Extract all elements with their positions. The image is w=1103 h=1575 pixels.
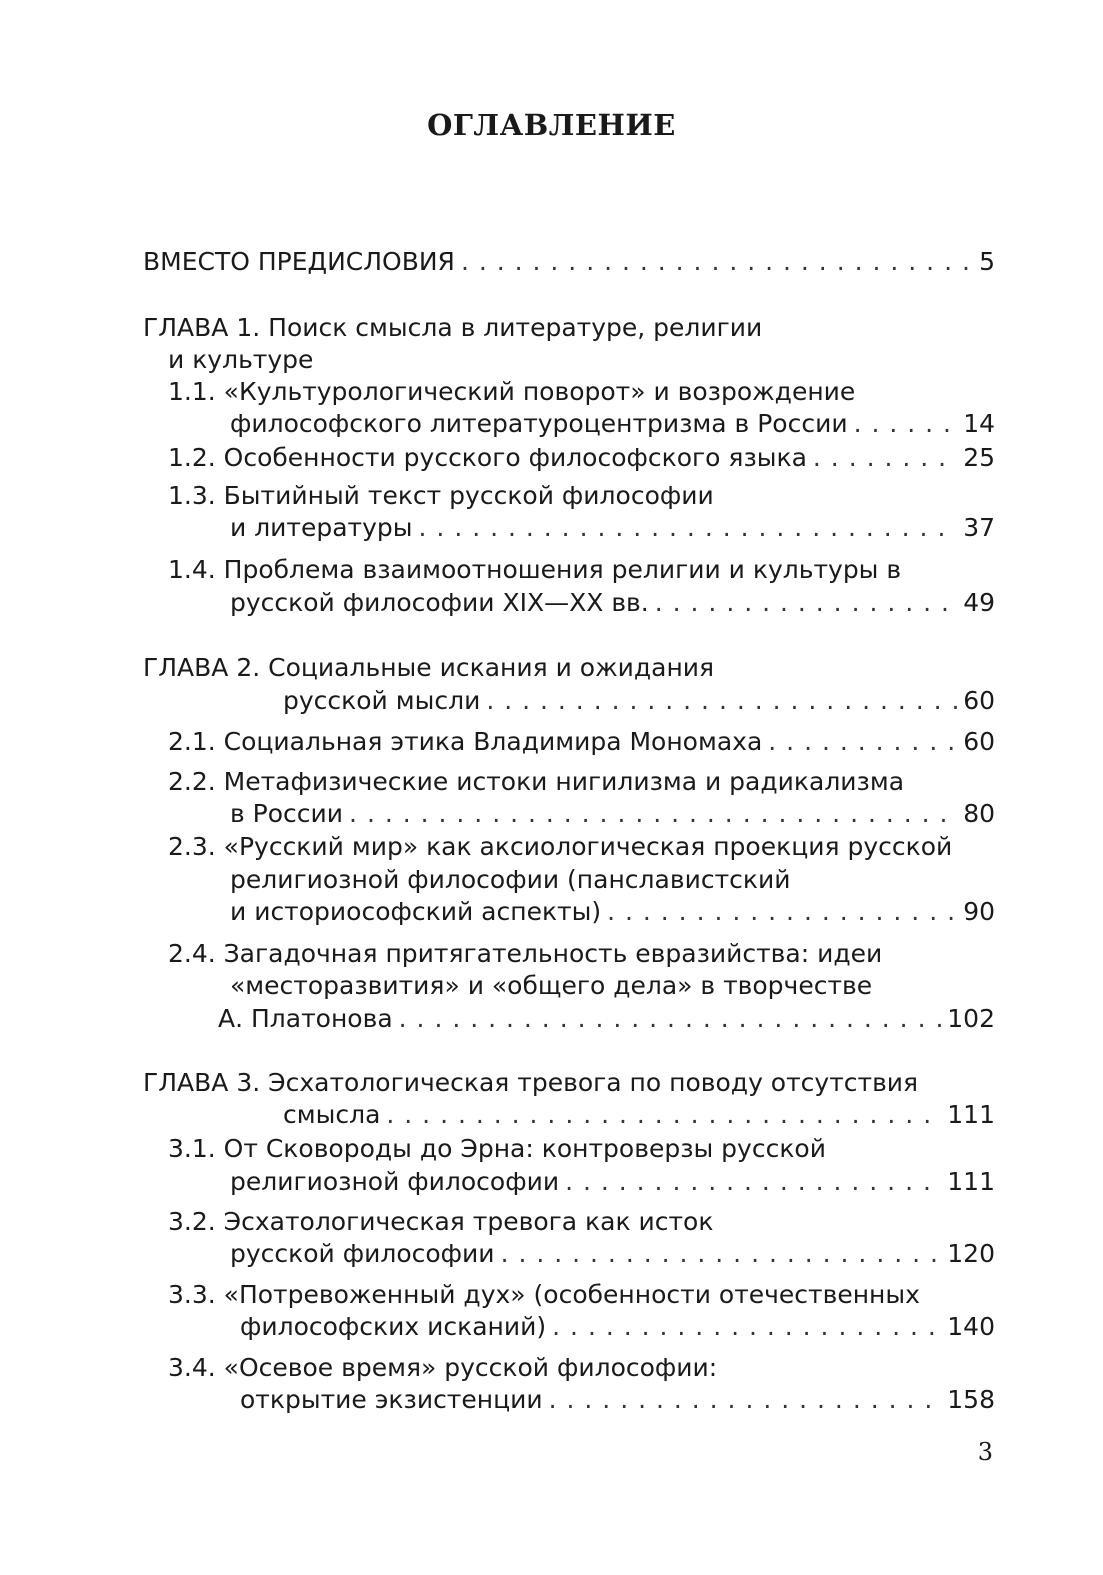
leader-dots (386, 1098, 941, 1132)
toc-entry-label: и литературы (230, 513, 413, 542)
leader-dots (565, 1165, 941, 1199)
toc-page-number: 5 (979, 247, 995, 276)
toc-entry-label: философского литературоцентризма в России (230, 409, 848, 438)
toc-entry-1-3[interactable]: 1.3. Бытийный текст русской философии (168, 481, 714, 510)
toc-page-number: 158 (947, 1385, 995, 1414)
leader-dots (349, 797, 957, 831)
page-title: ОГЛАВЛЕНИЕ (427, 108, 676, 142)
toc-entry-3-4-cont (240, 1383, 995, 1417)
leader-dots (607, 895, 957, 929)
toc-page-number: 140 (947, 1312, 995, 1341)
toc-page-number: 49 (963, 588, 995, 617)
chapter-3-heading-cont (283, 1098, 995, 1132)
toc-entry-label: и историософский аспекты) (230, 897, 602, 926)
chapter-3-heading[interactable]: ГЛАВА 3. Эсхатологическая тревога по поводу отсутствия (143, 1068, 919, 1097)
toc-entry-3-2[interactable]: 3.2. Эсхатологическая тревога как исток (168, 1207, 714, 1236)
page-folio-number: 3 (977, 1438, 993, 1466)
chapter-2-heading-cont (283, 684, 995, 718)
toc-entry-1-2[interactable] (168, 441, 995, 475)
leader-dots (461, 245, 973, 279)
leader-dots (552, 1310, 941, 1344)
leader-dots (655, 586, 957, 620)
toc-entry-label: 1.2. Особенности русского философского языка (168, 443, 807, 472)
toc-page-number: 111 (947, 1100, 995, 1129)
toc-entry-2-4[interactable]: 2.4. Загадочная притягательность евразийства: идеи (168, 939, 883, 968)
chapter-2-heading[interactable]: ГЛАВА 2. Социальные искания и ожидания (143, 653, 715, 682)
chapter-1-heading[interactable]: ГЛАВА 1. Поиск смысла в литературе, религии (143, 313, 763, 342)
leader-dots (768, 725, 957, 759)
toc-entry-label: в России (230, 799, 344, 828)
toc-entry-3-1[interactable]: 3.1. От Сковороды до Эрна: контроверзы русской (168, 1134, 826, 1163)
toc-entry-label: 2.1. Социальная этика Владимира Мономаха (168, 727, 763, 756)
toc-page-number: 80 (963, 799, 995, 828)
toc-page-number: 60 (963, 686, 995, 715)
toc-entry-3-3-cont (240, 1310, 995, 1344)
toc-entry-2-4-cont: «месторазвития» и «общего дела» в творчестве (230, 971, 873, 1000)
toc-entry-label: русской философии (230, 1239, 495, 1268)
toc-entry-3-3[interactable]: 3.3. «Потревоженный дух» (особенности отечественных (168, 1280, 920, 1309)
toc-entry-2-2-cont (230, 797, 995, 831)
leader-dots (549, 1383, 942, 1417)
toc-entry-label: смысла (283, 1100, 381, 1129)
toc-entry-1-4-cont (230, 586, 995, 620)
toc-entry-2-3[interactable]: 2.3. «Русский мир» как аксиологическая проекция русской (168, 832, 953, 861)
toc-entry-3-2-cont (230, 1237, 995, 1271)
leader-dots (399, 1002, 942, 1036)
toc-entry-2-2[interactable]: 2.2. Метафизические истоки нигилизма и радикализма (168, 767, 905, 796)
toc-page-number: 37 (963, 513, 995, 542)
toc-page-number: 120 (947, 1239, 995, 1268)
toc-page-number: 25 (963, 443, 995, 472)
toc-entry-label: открытие экзистенции (240, 1385, 543, 1414)
toc-entry-2-1[interactable] (168, 725, 995, 759)
leader-dots (501, 1237, 942, 1271)
toc-page-number: 111 (947, 1167, 995, 1196)
toc-entry-2-3-cont2 (230, 895, 995, 929)
toc-page-number: 60 (963, 727, 995, 756)
toc-entry-1-4[interactable]: 1.4. Проблема взаимоотношения религии и культуры в (168, 555, 902, 584)
toc-page-number: 90 (963, 897, 995, 926)
toc-entry-1-1-cont (230, 407, 995, 441)
toc-entry-3-4[interactable]: 3.4. «Осевое время» русской философии: (168, 1353, 718, 1382)
toc-entry-2-3-cont: религиозной философии (панславистский (230, 865, 791, 894)
leader-dots (419, 511, 958, 545)
leader-dots (486, 684, 957, 718)
toc-page-number: 14 (963, 409, 995, 438)
toc-entry-label: русской философии XIX—XX вв. (230, 588, 649, 617)
chapter-1-heading-cont: и культуре (168, 345, 314, 374)
toc-entry-label: ВМЕСТО ПРЕДИСЛОВИЯ (143, 247, 455, 276)
toc-entry-3-1-cont (230, 1165, 995, 1199)
toc-entry-1-3-cont (230, 511, 995, 545)
toc-entry-label: религиозной философии (230, 1167, 560, 1196)
leader-dots (813, 441, 957, 475)
toc-entry-label: А. Платонова (218, 1004, 393, 1033)
toc-entry-label: русской мысли (283, 686, 481, 715)
toc-entry-2-4-cont2 (218, 1002, 995, 1036)
toc-entry-label: философских исканий) (240, 1312, 547, 1341)
toc-entry-1-1[interactable]: 1.1. «Культурологический поворот» и возрождение (168, 377, 856, 406)
leader-dots (854, 407, 958, 441)
toc-page-number: 102 (947, 1004, 995, 1033)
toc-entry-preface[interactable] (143, 245, 995, 279)
